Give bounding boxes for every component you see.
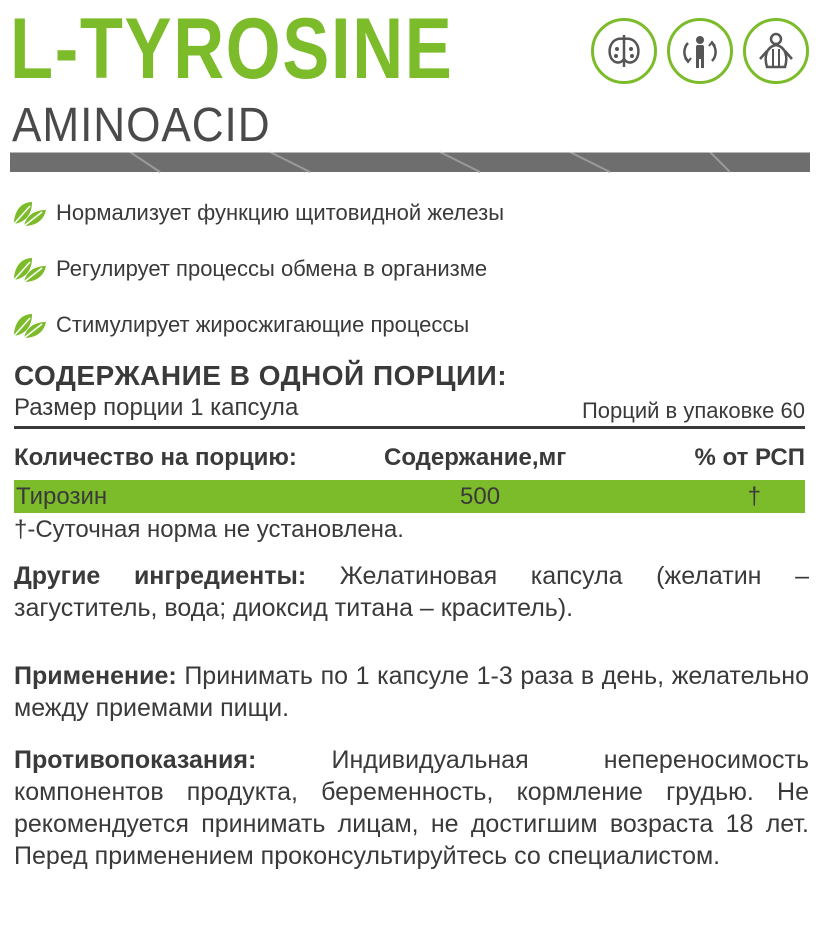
serving-size: Размер порции 1 капсула <box>14 394 299 421</box>
usage-text: Принимать по 1 капсуле 1-3 раза в день, желательно между приемами пищи. <box>14 662 809 722</box>
leaf-icon <box>10 310 48 340</box>
serving-info <box>14 394 805 429</box>
benefit-item <box>10 252 504 286</box>
benefit-item <box>10 196 504 230</box>
contraindications-text: Индивидуальная непереносимость компонентов продукта, беременность, кормление грудью. Не рекомендуется принимать лицам, не достигшим возраста 18 лет. Перед применением проконсультируйтесь со специалистом. <box>14 746 809 870</box>
other-ingredients-text: Желатиновая капсула (желатин – загуститель, вода; диоксид титана – краситель). <box>14 562 809 622</box>
contraindications-label: Противопоказания: <box>14 746 257 774</box>
benefit-text: Стимулирует жиросжигающие процессы <box>56 312 470 337</box>
header-divider <box>10 148 810 174</box>
metabolism-person-icon <box>667 18 733 84</box>
product-title: L-TYROSINE <box>10 1 454 97</box>
ingredient-daily-value: † <box>747 483 761 510</box>
column-amount-per-serving: Количество на порцию: <box>14 444 297 471</box>
leaf-icon <box>10 254 48 284</box>
contraindications <box>14 744 809 872</box>
usage-label: Применение: <box>14 662 177 690</box>
benefit-text: Регулирует процессы обмена в организме <box>56 256 488 281</box>
benefit-item <box>10 308 504 342</box>
benefit-icons <box>591 18 809 84</box>
facts-section-title: СОДЕРЖАНИЕ В ОДНОЙ ПОРЦИИ: <box>14 360 508 391</box>
table-row <box>14 480 805 513</box>
weight-loss-icon <box>743 18 809 84</box>
usage <box>14 660 809 724</box>
column-daily-value: % от РСП <box>694 444 805 471</box>
other-ingredients <box>14 560 809 624</box>
product-subtitle: AMINOACID <box>12 99 271 152</box>
other-ingredients-label: Другие ингредиенты: <box>14 562 307 590</box>
facts-table-header <box>14 444 805 474</box>
footnote: †-Суточная норма не установлена. <box>14 516 404 543</box>
benefits-list <box>10 196 504 364</box>
benefit-text: Нормализует функцию щитовидной железы <box>56 200 505 225</box>
servings-per-container: Порций в упаковке 60 <box>581 398 805 423</box>
ingredient-name: Тирозин <box>16 483 108 510</box>
column-content-mg: Содержание,мг <box>384 444 567 471</box>
thyroid-icon <box>591 18 657 84</box>
ingredient-amount: 500 <box>460 483 501 510</box>
leaf-icon <box>10 198 48 228</box>
